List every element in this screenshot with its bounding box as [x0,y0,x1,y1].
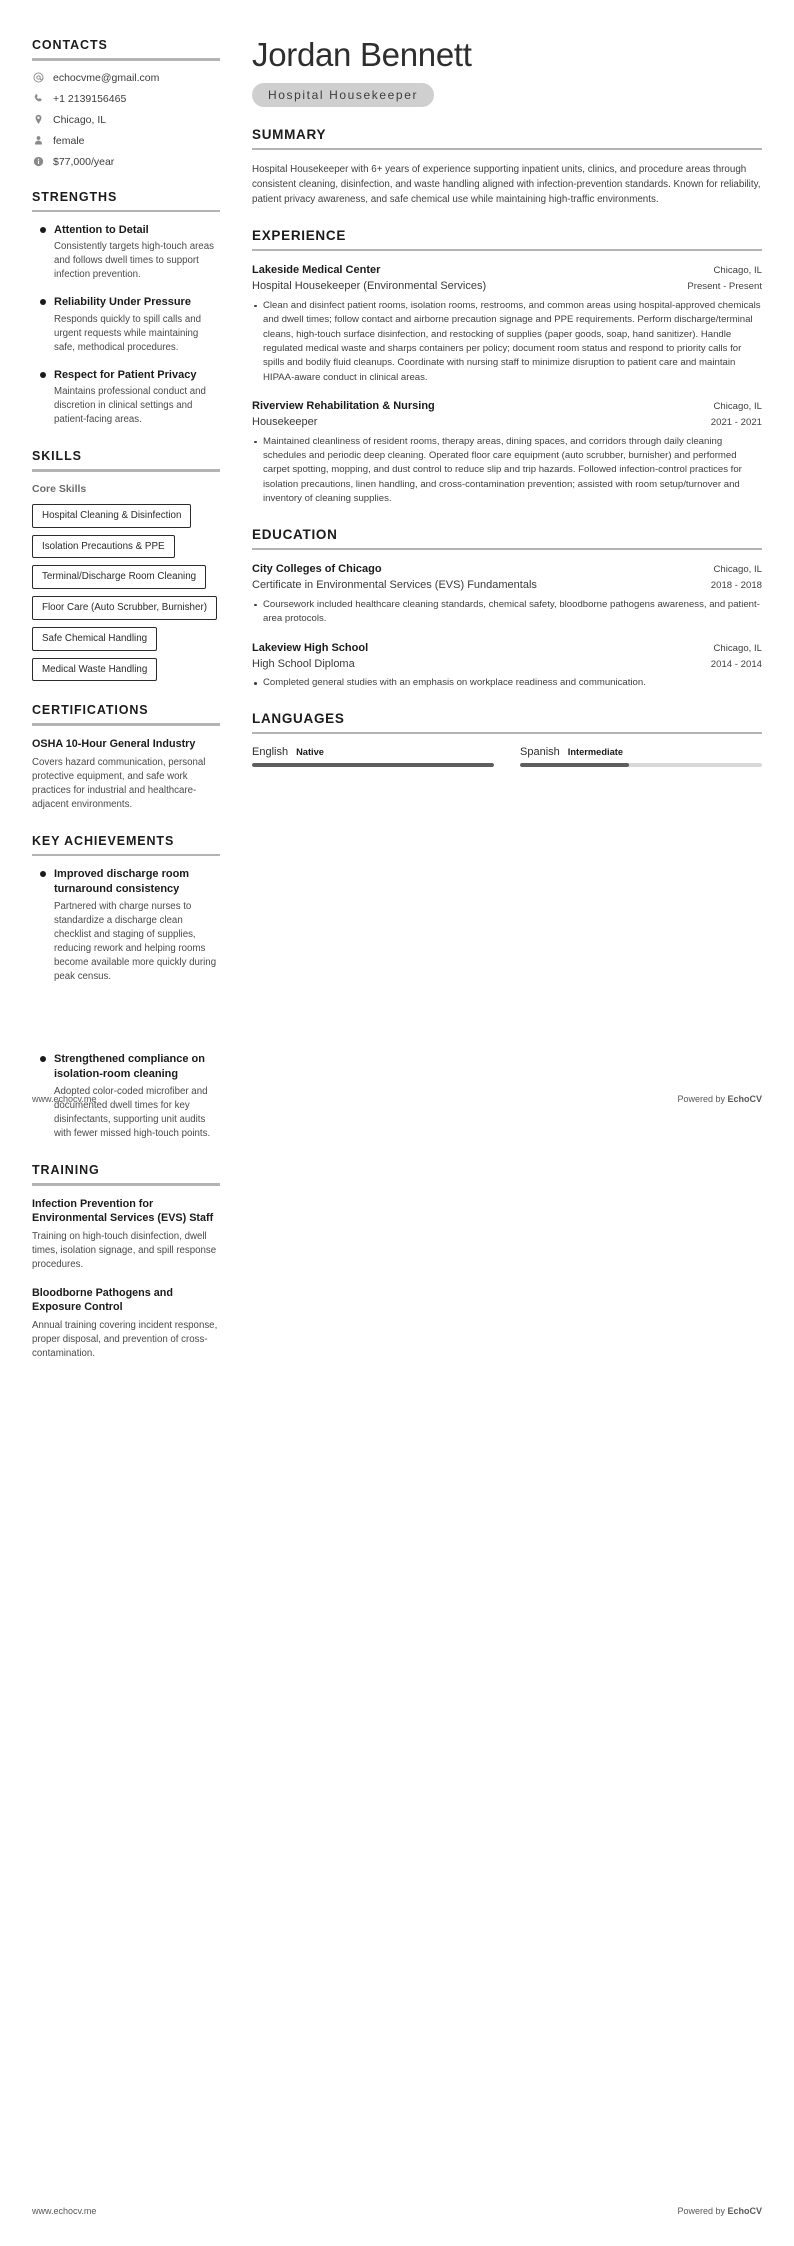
education-heading: EDUCATION [252,526,338,542]
key-achievements-section [32,834,220,984]
education-dates: 2018 - 2018 [710,580,762,592]
salary-info-icon [32,156,44,168]
education-bullet: Completed general studies with an emphasis on workplace readiness and communication. [252,676,762,690]
contacts-heading: CONTACTS [32,38,108,52]
certifications-heading: CERTIFICATIONS [32,703,149,718]
section-divider [252,548,762,551]
training-heading: TRAINING [32,1163,100,1178]
skill-chip[interactable]: Hospital Cleaning & Disinfection [32,504,191,528]
phone-icon [32,93,44,105]
education-dates: 2014 - 2014 [710,658,762,670]
education-location: Chicago, IL [713,642,762,654]
footer-brand [677,2206,762,2216]
certification-desc: Covers hazard communication, personal protective equipment, and safe work practices for industrial and healthcare-adjacent environments. [32,756,206,810]
contact-location-value: Chicago, IL [53,113,107,126]
experience-dates: 2021 - 2021 [710,417,762,429]
skill-chip[interactable]: Medical Waste Handling [32,658,157,682]
page-title: Jordan Bennett [252,36,472,73]
strengths-section [32,190,220,428]
skill-chip[interactable]: Isolation Precautions & PPE [32,535,175,559]
education-section [252,527,762,691]
languages-heading: LANGUAGES [252,710,345,726]
page-footer [32,2206,762,2216]
section-divider [32,1183,220,1186]
strength-item [32,295,220,354]
experience-bullet: Clean and disinfect patient rooms, isolation rooms, restrooms, and common areas using hospital-approved chemicals and dwell times; follow contact and airborne precaution signage and PPE requirements. Perform discharge/terminal cleans, high-touch surface disinfection, and restocking of supplies (paper goods, soap, hand sanitizer). Handle regulated medical waste and sharps containers per policy; document room status and respond to priority calls for spills and bodily fluid cleanups. Coordinate with nursing staff to minimize disruption to patient care and maintain HIPAA-aware conduct in clinical areas. [252,299,762,385]
bullet-icon [32,223,54,282]
education-bullet: Coursework included healthcare cleaning standards, chemical safety, bloodborne pathogens awareness, and patient-area protocols. [252,598,762,627]
contact-email[interactable] [32,72,220,84]
person-icon [32,135,44,147]
contact-salary[interactable] [32,156,220,168]
experience-org: Lakeside Medical Center [252,264,381,277]
footer-site-url[interactable]: www.echocv.me [32,1094,97,1104]
skill-chip[interactable]: Terminal/Discharge Room Cleaning [32,565,206,589]
language-progress-fill [252,763,494,767]
education-bullets [252,598,762,627]
education-bullets [252,676,762,690]
section-divider [32,854,220,857]
experience-org: Riverview Rehabilitation & Nursing [252,400,435,413]
experience-role: Housekeeper [252,416,318,429]
achievement-item [32,867,220,984]
language-progress-track [520,763,762,767]
footer-powered-prefix: Powered by [677,2206,728,2216]
language-level: Native [296,747,324,757]
job-title-badge: Hospital Housekeeper [252,83,434,107]
footer-brand-name: EchoCV [727,2206,762,2216]
skill-chip[interactable]: Floor Care (Auto Scrubber, Burnisher) [32,596,217,620]
skill-chip[interactable]: Safe Chemical Handling [32,627,157,651]
sidebar [32,38,234,1383]
main-content [234,38,762,787]
education-degree: High School Diploma [252,657,355,670]
training-desc: Training on high-touch disinfection, dwell times, isolation signage, and spill response procedures. [32,1230,217,1270]
skills-heading: SKILLS [32,449,82,464]
experience-location: Chicago, IL [713,265,762,277]
section-divider [32,723,220,726]
language-item [520,746,762,767]
experience-item [252,263,762,385]
section-divider [252,148,762,151]
bullet-icon [32,368,54,427]
contact-phone[interactable] [32,93,220,105]
contact-email-value: echocvme@gmail.com [53,71,160,84]
strength-desc: Consistently targets high-touch areas and follows dwell times to support infection prevention. [54,241,214,281]
language-progress-track [252,763,494,767]
bullet-icon [32,295,54,354]
language-level: Intermediate [567,747,624,757]
footer-powered-prefix: Powered by [677,1094,728,1104]
experience-bullets [252,299,762,385]
footer-brand [677,1094,762,1104]
contact-salary-value: $77,000/year [53,155,115,168]
strength-desc: Responds quickly to spill calls and urgent requests while maintaining safe, methodical procedures. [54,313,202,353]
section-divider [252,249,762,252]
certification-title: OSHA 10-Hour General Industry [32,737,196,750]
bullet-icon [32,867,54,984]
strength-item [32,368,220,427]
summary-section [252,127,762,208]
section-divider [32,58,220,61]
section-divider [32,469,220,472]
strengths-heading: STRENGTHS [32,189,118,204]
achievement-desc: Partnered with charge nurses to standardize a discharge clean checklist and staging of supplies, reducing rework and helping rooms become available more quickly during peak census. [54,900,217,983]
strength-title: Reliability Under Pressure [54,296,191,309]
location-pin-icon [32,114,44,126]
email-icon [32,72,44,84]
experience-heading: EXPERIENCE [252,227,347,243]
summary-text: Hospital Housekeeper with 6+ years of experience supporting inpatient units, clinics, and procedure areas through consistent cleaning, disinfection, and waste handling aligned with infection-prevention standards. Known for reliability, patient privacy awareness, and safe chemical use while maintaining high-traffic environments. [252,164,761,206]
language-name: English [252,746,289,758]
contacts-section [32,38,220,168]
education-item [252,562,762,626]
contact-phone-value: +1 2139156465 [53,92,127,105]
training-desc: Annual training covering incident response, proper disposal, and prevention of cross-contamination. [32,1320,218,1360]
page-footer [32,1094,762,1104]
education-item [252,641,762,691]
training-title: Infection Prevention for Environmental Services (EVS) Staff [32,1197,214,1225]
footer-brand-name: EchoCV [727,1094,762,1104]
skills-section [32,449,220,681]
languages-section [252,711,762,768]
strength-item [32,223,220,282]
section-divider [252,732,762,735]
section-divider [32,210,220,213]
contact-gender-value: female [53,134,85,147]
education-location: Chicago, IL [713,564,762,576]
training-item [32,1286,220,1361]
certifications-section [32,703,220,811]
experience-bullets [252,435,762,507]
experience-role: Hospital Housekeeper (Environmental Services) [252,280,487,293]
strength-desc: Maintains professional conduct and discretion in clinical settings and patient-facing areas. [54,386,206,426]
achievement-title: Improved discharge room turnaround consistency [54,868,190,895]
contact-gender[interactable] [32,135,220,147]
experience-item [252,399,762,507]
experience-location: Chicago, IL [713,401,762,413]
key-achievements-heading: KEY ACHIEVEMENTS [32,833,175,848]
language-progress-fill [520,763,629,767]
education-degree: Certificate in Environmental Services (EVS) Fundamentals [252,579,537,592]
certification-item [32,737,220,812]
training-item [32,1197,220,1272]
language-item [252,746,494,767]
training-title: Bloodborne Pathogens and Exposure Control [32,1286,173,1314]
education-org: City Colleges of Chicago [252,563,382,576]
contact-location[interactable] [32,114,220,126]
strength-title: Respect for Patient Privacy [54,368,197,381]
strength-title: Attention to Detail [54,224,149,236]
achievement-desc: Adopted color-coded microfiber and documented dwell times for key disinfectants, supporting unit audits with fewer missed high-touch points. [54,1085,211,1140]
experience-dates: Present - Present [687,281,762,293]
summary-heading: SUMMARY [252,126,327,142]
experience-section [252,228,762,507]
language-name: Spanish [520,746,560,758]
training-section [32,1163,220,1361]
page-break-gap [32,1006,220,1052]
skills-group-title: Core Skills [32,482,87,495]
experience-bullet: Maintained cleanliness of resident rooms, therapy areas, dining spaces, and corridors through daily cleaning schedules and periodic deep cleaning. Operated floor care equipment (auto scrubber, burnisher) and performed carpet spotting, mopping, and dust control to reduce slip and trip hazards. Followed infection-control practices for isolation precautions, linen handling, and cross-contamination prevention; assisted with room setup/turnover and inventory of cleaning supplies. [252,435,762,507]
achievement-title: Strengthened compliance on isolation-room cleaning [54,1053,205,1080]
education-org: Lakeview High School [252,641,369,654]
footer-site-url[interactable]: www.echocv.me [32,2206,97,2216]
